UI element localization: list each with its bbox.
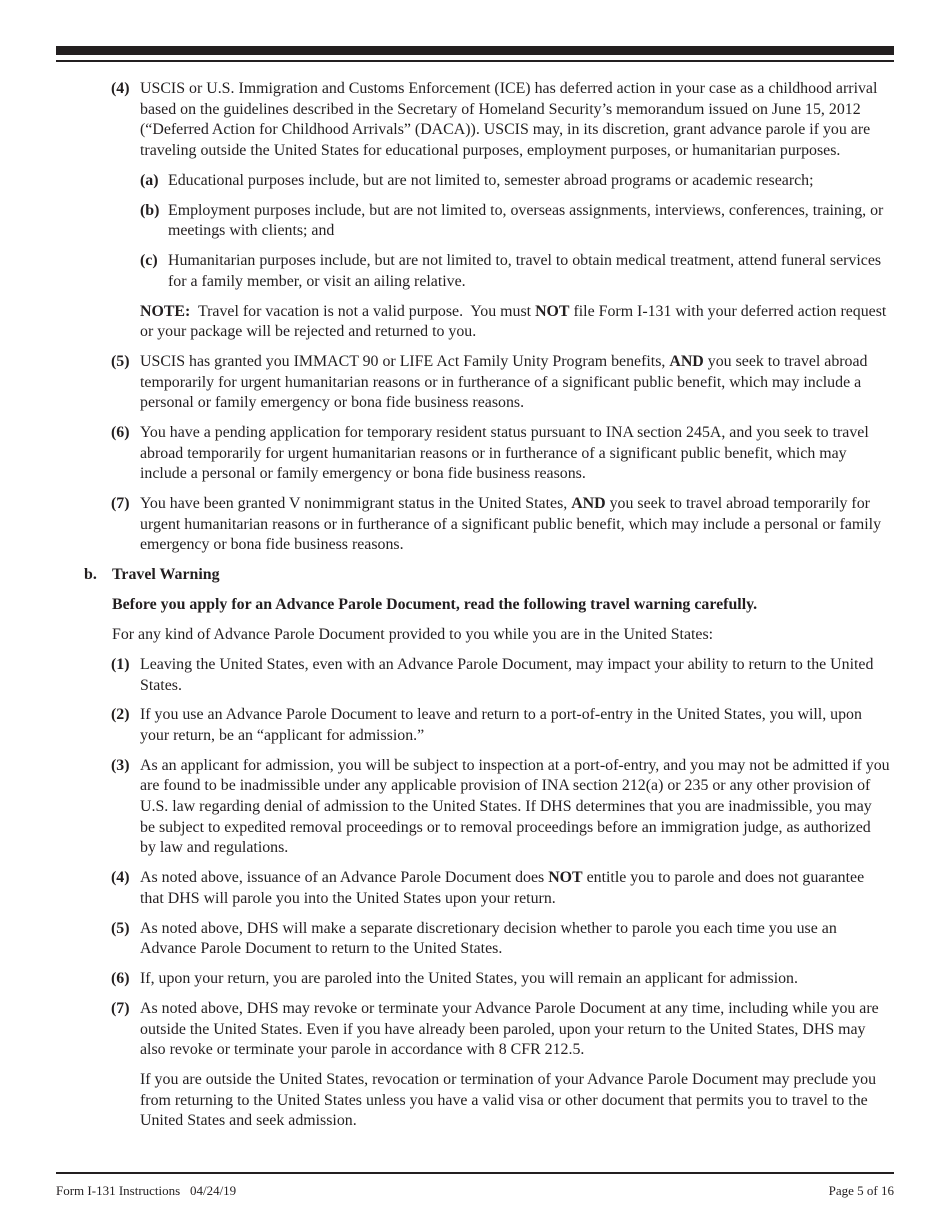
warning-heading-text: Before you apply for an Advance Parole Document, read the following travel warning carefully. (112, 596, 758, 614)
item-text-1: You have been granted V nonimmigrant status in the United States, (140, 495, 572, 513)
item-text: As noted above, DHS may revoke or terminate your Advance Parole Document at any time, including while you are outside the United States. Even if you have already been paroled, upon your return to the United States, DHS may also revoke or terminate your parole in accordance with 8 CFR 212.5. (140, 1000, 879, 1059)
note-text-2: file Form I-131 with your deferred action request or your package will be rejected and returned to you. (140, 302, 887, 341)
warning-intro: For any kind of Advance Parole Document provided to you while you are in the United States: (112, 626, 714, 644)
item-text: As an applicant for admission, you will be subject to inspection at a port-of-entry, and you may not be admitted if you are found to be inadmissible under any applicable provision of INA section 212(a) or 235 or any other provision of U.S. law regarding denial of admission to the United States. If DHS determines that you are inadmissible, you may be subject to expedited removal proceedings or to removal proceedings before an immigration judge, as authorized by law and regulations. (140, 756, 890, 857)
item-number: (4) (111, 80, 130, 97)
footer-rule (56, 1172, 894, 1174)
footer-form-id: Form I-131 Instructions 04/24/19 (56, 1183, 237, 1198)
item-text-1: USCIS has granted you IMMACT 90 or LIFE Act Family Unity Program benefits, (140, 353, 670, 371)
item-number: (2) (111, 706, 130, 724)
item-number: (1) (111, 655, 130, 673)
item-text: As noted above, DHS will make a separate discretionary decision whether to parole you each time you use an Advance Parole Document to return to the United States. (140, 919, 837, 958)
sub-item-number: (a) (140, 171, 159, 189)
warning-item-2 (0, 705, 950, 746)
warning-item-1 (0, 655, 950, 696)
sub-item-text: Educational purposes include, but are not limited to, semester abroad programs or academic research; (168, 171, 814, 189)
item-text: If you use an Advance Parole Document to leave and return to a port-of-entry in the United States, you will, upon your return, be an “applicant for admission.” (140, 706, 862, 744)
note-bold: NOT (535, 302, 570, 320)
section-title: Travel Warning (112, 566, 220, 584)
item-number: (5) (111, 919, 130, 937)
item-bold: AND (669, 353, 704, 371)
header-rule-thin (56, 60, 894, 62)
note-paragraph (140, 302, 890, 343)
item-number: (4) (111, 869, 130, 887)
sub-item-number: (c) (140, 252, 158, 270)
section-number: b. (84, 566, 97, 584)
item-text: If, upon your return, you are paroled into the United States, you will remain an applicant for admission. (140, 970, 798, 988)
list-item-7 (0, 494, 950, 556)
note-text-1: Travel for vacation is not a valid purpose. You must (190, 302, 536, 320)
item-bold: NOT (548, 869, 583, 887)
sub-item-a (0, 171, 950, 192)
item-number: (6) (111, 424, 130, 442)
item-text: Leaving the United States, even with an Advance Parole Document, may impact your ability to return to the United States. (140, 655, 874, 694)
closing-paragraph: If you are outside the United States, revocation or termination of your Advance Parole Document may preclude you from returning to the United States unless you have a valid visa or other document that permits you to travel to the United States and seek admission. (140, 1071, 877, 1130)
note-label: NOTE: (140, 302, 191, 320)
item-bold: AND (571, 495, 606, 513)
list-item-4 (0, 79, 950, 161)
list-item-5 (0, 352, 950, 414)
warning-item-4 (0, 868, 950, 909)
sub-item-text: Humanitarian purposes include, but are not limited to, travel to obtain medical treatment, attend funeral services for a family member, or visit an ailing relative. (168, 252, 882, 290)
item-number: (7) (111, 1000, 130, 1018)
item-number: (7) (111, 495, 130, 513)
warning-item-3 (0, 756, 950, 859)
header-rule-thick (56, 46, 894, 55)
sub-item-b (0, 201, 950, 242)
sub-item-text: Employment purposes include, but are not limited to, overseas assignments, interviews, conferences, training, or meetings with clients; and (168, 201, 884, 240)
section-b-heading (0, 565, 950, 586)
warning-item-5 (0, 919, 950, 960)
item-number: (6) (111, 970, 130, 988)
item-number: (5) (111, 353, 130, 371)
sub-item-number: (b) (140, 201, 160, 219)
page-content (0, 79, 950, 1141)
warning-heading (112, 595, 890, 616)
warning-item-7 (0, 999, 950, 1061)
item-text-2: you seek to travel abroad temporarily for urgent humanitarian reasons or in furtherance of a significant public benefit, which may include a personal or family emergency or bona fide business reasons. (140, 495, 882, 554)
warning-item-6 (0, 969, 950, 990)
footer-page-number: Page 5 of 16 (828, 1183, 894, 1198)
item-text-2: you seek to travel abroad temporarily for urgent humanitarian reasons or in furtherance of a significant public benefit, which may include a personal or family emergency or bona fide business reasons. (140, 353, 868, 412)
item-number: (3) (111, 756, 130, 774)
item-text: USCIS or U.S. Immigration and Customs Enforcement (ICE) has deferred action in your case as a childhood arrival based on the guidelines described in the Secretary of Homeland Security’s memorandum issued on June 15, 2012 (“Deferred Action for Childhood Arrivals” (DACA)). USCIS may, in its discretion, grant advance parole if you are traveling outside the United States for educational purposes, employment purposes, or humanitarian purposes. (140, 80, 878, 159)
sub-item-c (0, 251, 950, 292)
item-text-1: As noted above, issuance of an Advance Parole Document does (140, 869, 549, 887)
item-text: You have a pending application for temporary resident status pursuant to INA section 245A, and you seek to travel abroad temporarily for urgent humanitarian reasons or in furtherance of a significant public benefit, which may include a personal or family emergency or bona fide business reasons. (140, 424, 869, 483)
item-text-2: entitle you to parole and does not guarantee that DHS will parole you into the United States upon your return. (140, 869, 865, 907)
list-item-6 (0, 423, 950, 485)
